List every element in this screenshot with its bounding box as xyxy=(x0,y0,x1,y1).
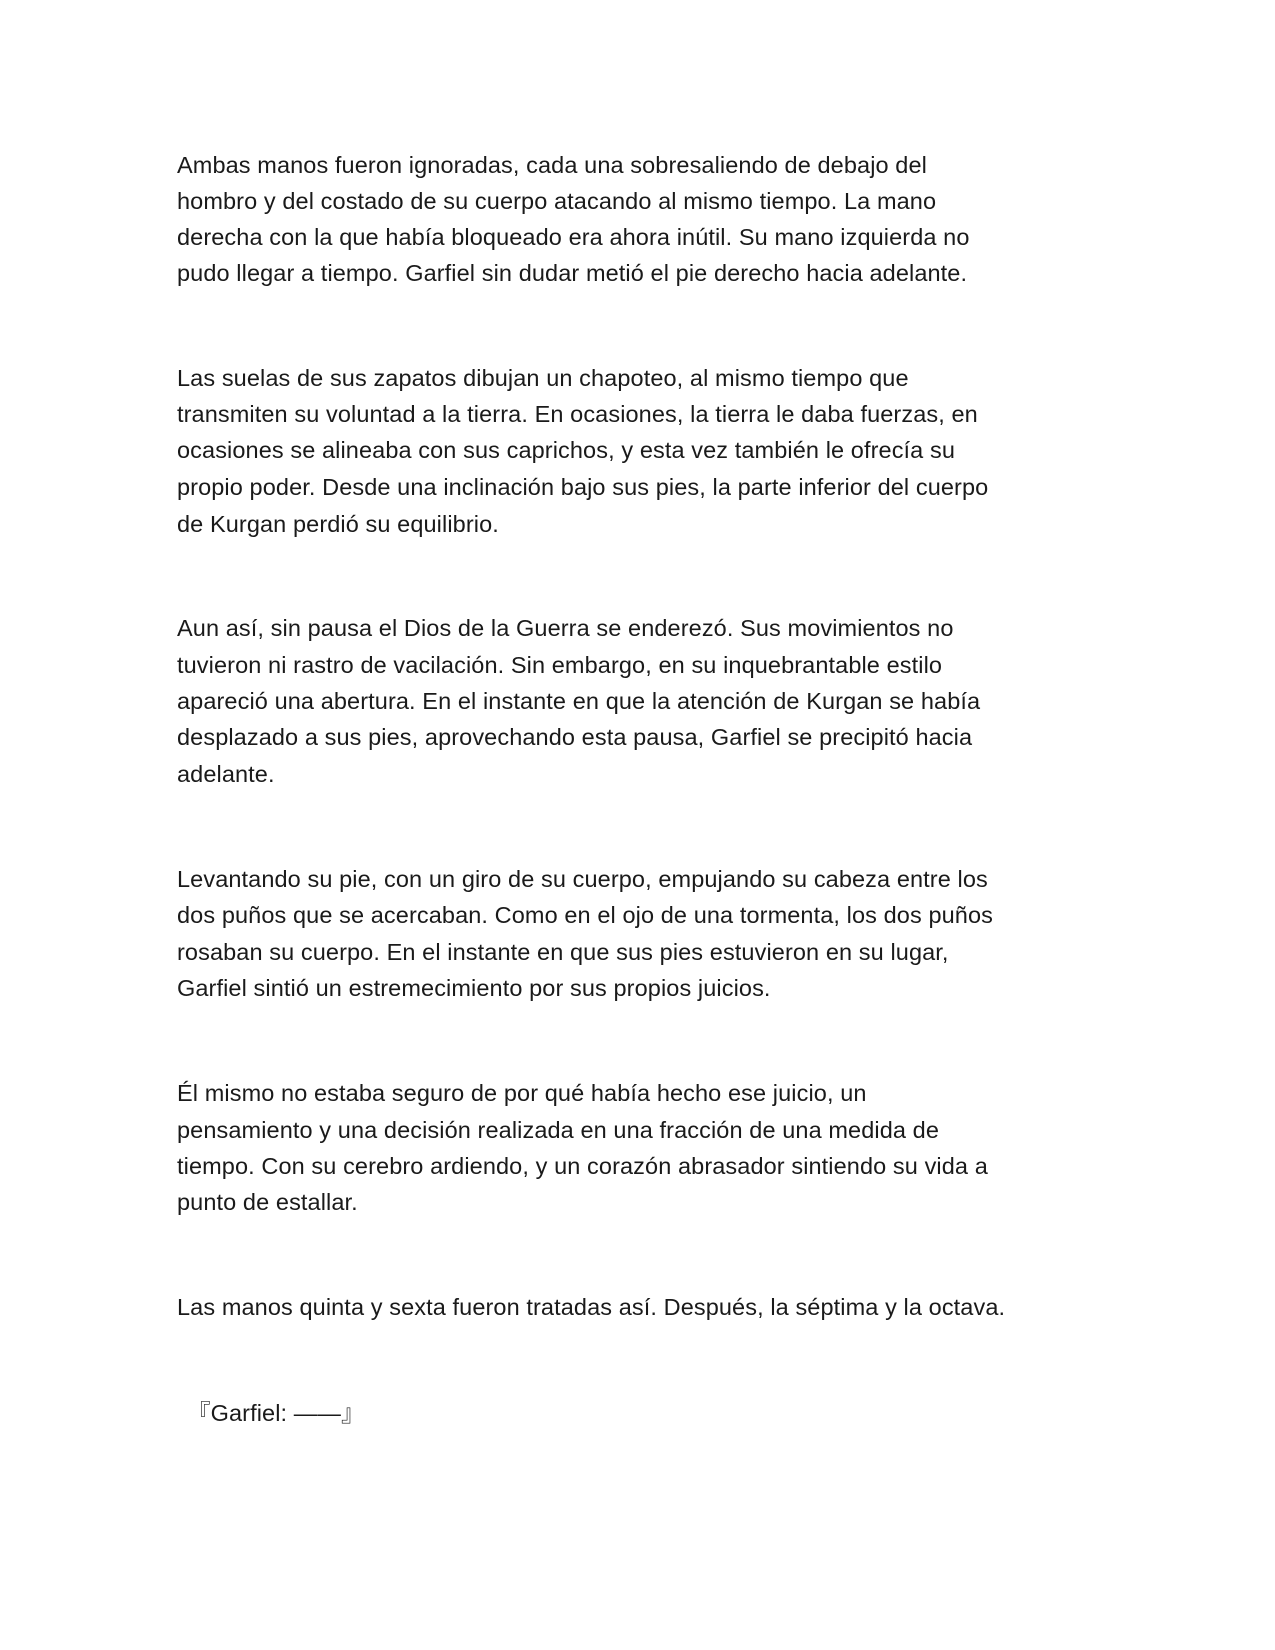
paragraph-4-line-3: rosaban su cuerpo. En el instante en que sus pies estuvieron en su lugar, xyxy=(177,939,949,965)
paragraph-3-line-4: desplazado a sus pies, aprovechando esta pausa, Garfiel se precipitó hacia xyxy=(177,724,973,750)
paragraph-5-line-3: tiempo. Con su cerebro ardiendo, y un corazón abrasador sintiendo su vida a xyxy=(177,1153,988,1179)
paragraph-3-line-1: Aun así, sin pausa el Dios de la Guerra se enderezó. Sus movimientos no xyxy=(177,615,954,641)
paragraph-5-line-2: pensamiento y una decisión realizada en una fracción de una medida de xyxy=(177,1117,940,1143)
paragraph-2-line-2: transmiten su voluntad a la tierra. En ocasiones, la tierra le daba fuerzas, en xyxy=(177,401,978,427)
paragraph-3-line-2: tuvieron ni rastro de vacilación. Sin embargo, en su inquebrantable estilo xyxy=(177,652,943,678)
paragraph-5-line-4: punto de estallar. xyxy=(177,1189,358,1215)
paragraph-1-line-2: hombro y del costado de su cuerpo atacando al mismo tiempo. La mano xyxy=(177,188,937,214)
paragraph-3-line-5: adelante. xyxy=(177,761,275,787)
paragraph-4-line-1: Levantando su pie, con un giro de su cuerpo, empujando su cabeza entre los xyxy=(177,866,988,892)
paragraph-3-line-3: apareció una abertura. En el instante en que la atención de Kurgan se había xyxy=(177,688,981,714)
dialogue-line: 『Garfiel: ——』 xyxy=(187,1400,365,1426)
paragraph-4-line-2: dos puños que se acercaban. Como en el ojo de una tormenta, los dos puños xyxy=(177,902,993,928)
paragraph-1-line-3: derecha con la que había bloqueado era ahora inútil. Su mano izquierda no xyxy=(177,224,970,250)
paragraph-6-line-1: Las manos quinta y sexta fueron tratadas así. Después, la séptima y la octava. xyxy=(177,1294,1006,1320)
paragraph-2-line-3: ocasiones se alineaba con sus caprichos, y esta vez también le ofrecía su xyxy=(177,437,956,463)
paragraph-4-line-4: Garfiel sintió un estremecimiento por sus propios juicios. xyxy=(177,975,771,1001)
paragraph-1-line-1: Ambas manos fueron ignoradas, cada una sobresaliendo de debajo del xyxy=(177,152,927,178)
paragraph-2-line-5: de Kurgan perdió su equilibrio. xyxy=(177,511,499,537)
paragraph-2-line-1: Las suelas de sus zapatos dibujan un chapoteo, al mismo tiempo que xyxy=(177,365,909,391)
paragraph-1-line-4: pudo llegar a tiempo. Garfiel sin dudar metió el pie derecho hacia adelante. xyxy=(177,260,968,286)
paragraph-5-line-1: Él mismo no estaba seguro de por qué había hecho ese juicio, un xyxy=(177,1080,867,1106)
paragraph-2-line-4: propio poder. Desde una inclinación bajo sus pies, la parte inferior del cuerpo xyxy=(177,474,989,500)
